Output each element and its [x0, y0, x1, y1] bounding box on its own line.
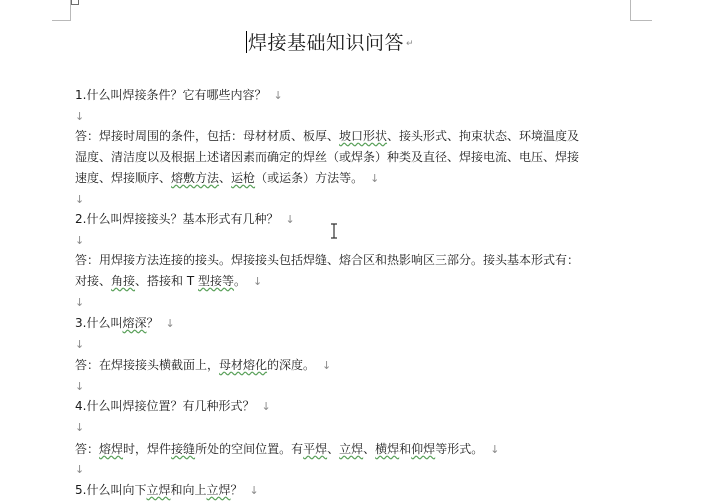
text-run: 时，焊件 [123, 442, 172, 456]
text-line[interactable] [75, 357, 331, 374]
text-run: 、 [219, 171, 232, 185]
text-run: 湿度、清洁度以及根据上述诸因素而确定的焊丝（或焊条）种类及直径、焊接电流、电压、焊接 [75, 150, 580, 164]
text-run: 和 [399, 442, 412, 456]
text-line[interactable] [75, 315, 175, 332]
spellcheck-flagged-text: 运枪 [231, 171, 256, 185]
document-title-text: 焊接基础知识问答 [248, 32, 405, 54]
paragraph-mark: ↓ [75, 463, 85, 476]
text-run: 4.什么叫焊接位置？有几种形式？ [75, 399, 255, 413]
text-run: 5.什么叫向下 [75, 483, 147, 497]
paragraph-mark: ↓ [75, 110, 85, 123]
empty-line[interactable] [75, 232, 84, 249]
spellcheck-flagged-text: 母材熔化 [219, 358, 268, 372]
text-line[interactable] [75, 170, 379, 187]
text-run: 、搭接和 T [135, 274, 198, 288]
paragraph-mark: ↓ [75, 338, 85, 351]
text-run: ？ [146, 316, 159, 330]
paragraph-mark: ↓ [75, 380, 85, 393]
paragraph-mark: ↓ [165, 317, 175, 330]
text-cursor-icon [330, 223, 338, 239]
paragraph-mark: ↓ [75, 234, 85, 247]
empty-line[interactable] [75, 378, 84, 395]
text-run: ？ [230, 483, 243, 497]
spellcheck-flagged-text: 接缝 [171, 442, 196, 456]
text-run: 答：焊接时周围的条件，包括：母材材质、板厚、 [75, 129, 340, 143]
empty-line[interactable] [75, 419, 84, 436]
text-run: 答： [75, 442, 100, 456]
text-line[interactable] [75, 441, 499, 458]
spellcheck-flagged-text: 立焊 [339, 442, 364, 456]
paragraph-mark: ↓ [75, 421, 85, 434]
spellcheck-flagged-text: 横焊 [375, 442, 400, 456]
text-line[interactable] [75, 482, 259, 499]
text-run: 速度、焊接顺序、 [75, 171, 172, 185]
spellcheck-flagged-text: 立焊 [206, 483, 231, 497]
paragraph-mark: ↓ [75, 296, 85, 309]
ruler-handle[interactable] [71, 0, 79, 5]
spellcheck-flagged-text: 角接 [111, 274, 136, 288]
spellcheck-flagged-text: 熔敷方法 [171, 171, 220, 185]
empty-line[interactable] [75, 294, 84, 311]
spellcheck-flagged-text: 平焊 [303, 442, 328, 456]
paragraph-mark: ↓ [490, 443, 500, 456]
paragraph-mark: ↓ [261, 400, 271, 413]
text-run: 答：用焊接方法连接的接头。焊接接头包括焊缝、熔合区和热影响区三部分。接头基本形式有： [75, 253, 580, 267]
empty-line[interactable] [75, 191, 84, 208]
spellcheck-flagged-text: 立焊 [146, 483, 171, 497]
paragraph-mark: ↓ [285, 213, 295, 226]
text-run: 和向上 [170, 483, 207, 497]
spellcheck-flagged-text: 仰焊 [411, 442, 436, 456]
text-run: 的深度。 [267, 358, 316, 372]
page-corner-mark [52, 20, 71, 21]
spellcheck-flagged-text: 型接等 [198, 274, 235, 288]
empty-line[interactable] [75, 336, 84, 353]
paragraph-mark: ↓ [370, 172, 380, 185]
text-run: 答：在焊接接头横截面上， [75, 358, 220, 372]
text-run: 1.什么叫焊接条件？它有哪些内容？ [75, 88, 267, 102]
text-run: 、 [327, 442, 340, 456]
paragraph-mark: ↵ [406, 39, 415, 49]
text-run: 。 [234, 274, 247, 288]
text-line[interactable] [75, 398, 271, 415]
text-run: 、接头形式、拘束状态、环境温度及 [387, 129, 580, 143]
text-line[interactable] [75, 128, 579, 145]
document-title[interactable] [246, 30, 414, 56]
spellcheck-flagged-text: 坡口形状 [339, 129, 388, 143]
text-line[interactable] [75, 273, 262, 290]
paragraph-mark: ↓ [322, 359, 332, 372]
text-run: （或运条）方法等。 [255, 171, 364, 185]
text-run: 3.什么叫 [75, 316, 123, 330]
text-run: 2.什么叫焊接接头？基本形式有几种？ [75, 212, 279, 226]
text-run: 、 [363, 442, 376, 456]
text-line[interactable] [75, 87, 283, 104]
text-line[interactable] [75, 149, 579, 166]
empty-line[interactable] [75, 461, 84, 478]
text-line[interactable] [75, 252, 579, 269]
paragraph-mark: ↓ [253, 275, 263, 288]
text-line[interactable] [75, 211, 295, 228]
paragraph-mark: ↓ [249, 484, 259, 497]
empty-line[interactable] [75, 108, 84, 125]
page-corner-mark [630, 20, 652, 21]
paragraph-mark: ↓ [273, 89, 283, 102]
text-caret [246, 31, 247, 53]
text-run: 对接、 [75, 274, 112, 288]
spellcheck-flagged-text: 熔深 [122, 316, 147, 330]
page-corner-mark [630, 0, 631, 20]
spellcheck-flagged-text: 熔焊 [99, 442, 124, 456]
paragraph-mark: ↓ [75, 193, 85, 206]
text-run: 等形式。 [435, 442, 484, 456]
text-run: 所处的空间位置。有 [195, 442, 304, 456]
